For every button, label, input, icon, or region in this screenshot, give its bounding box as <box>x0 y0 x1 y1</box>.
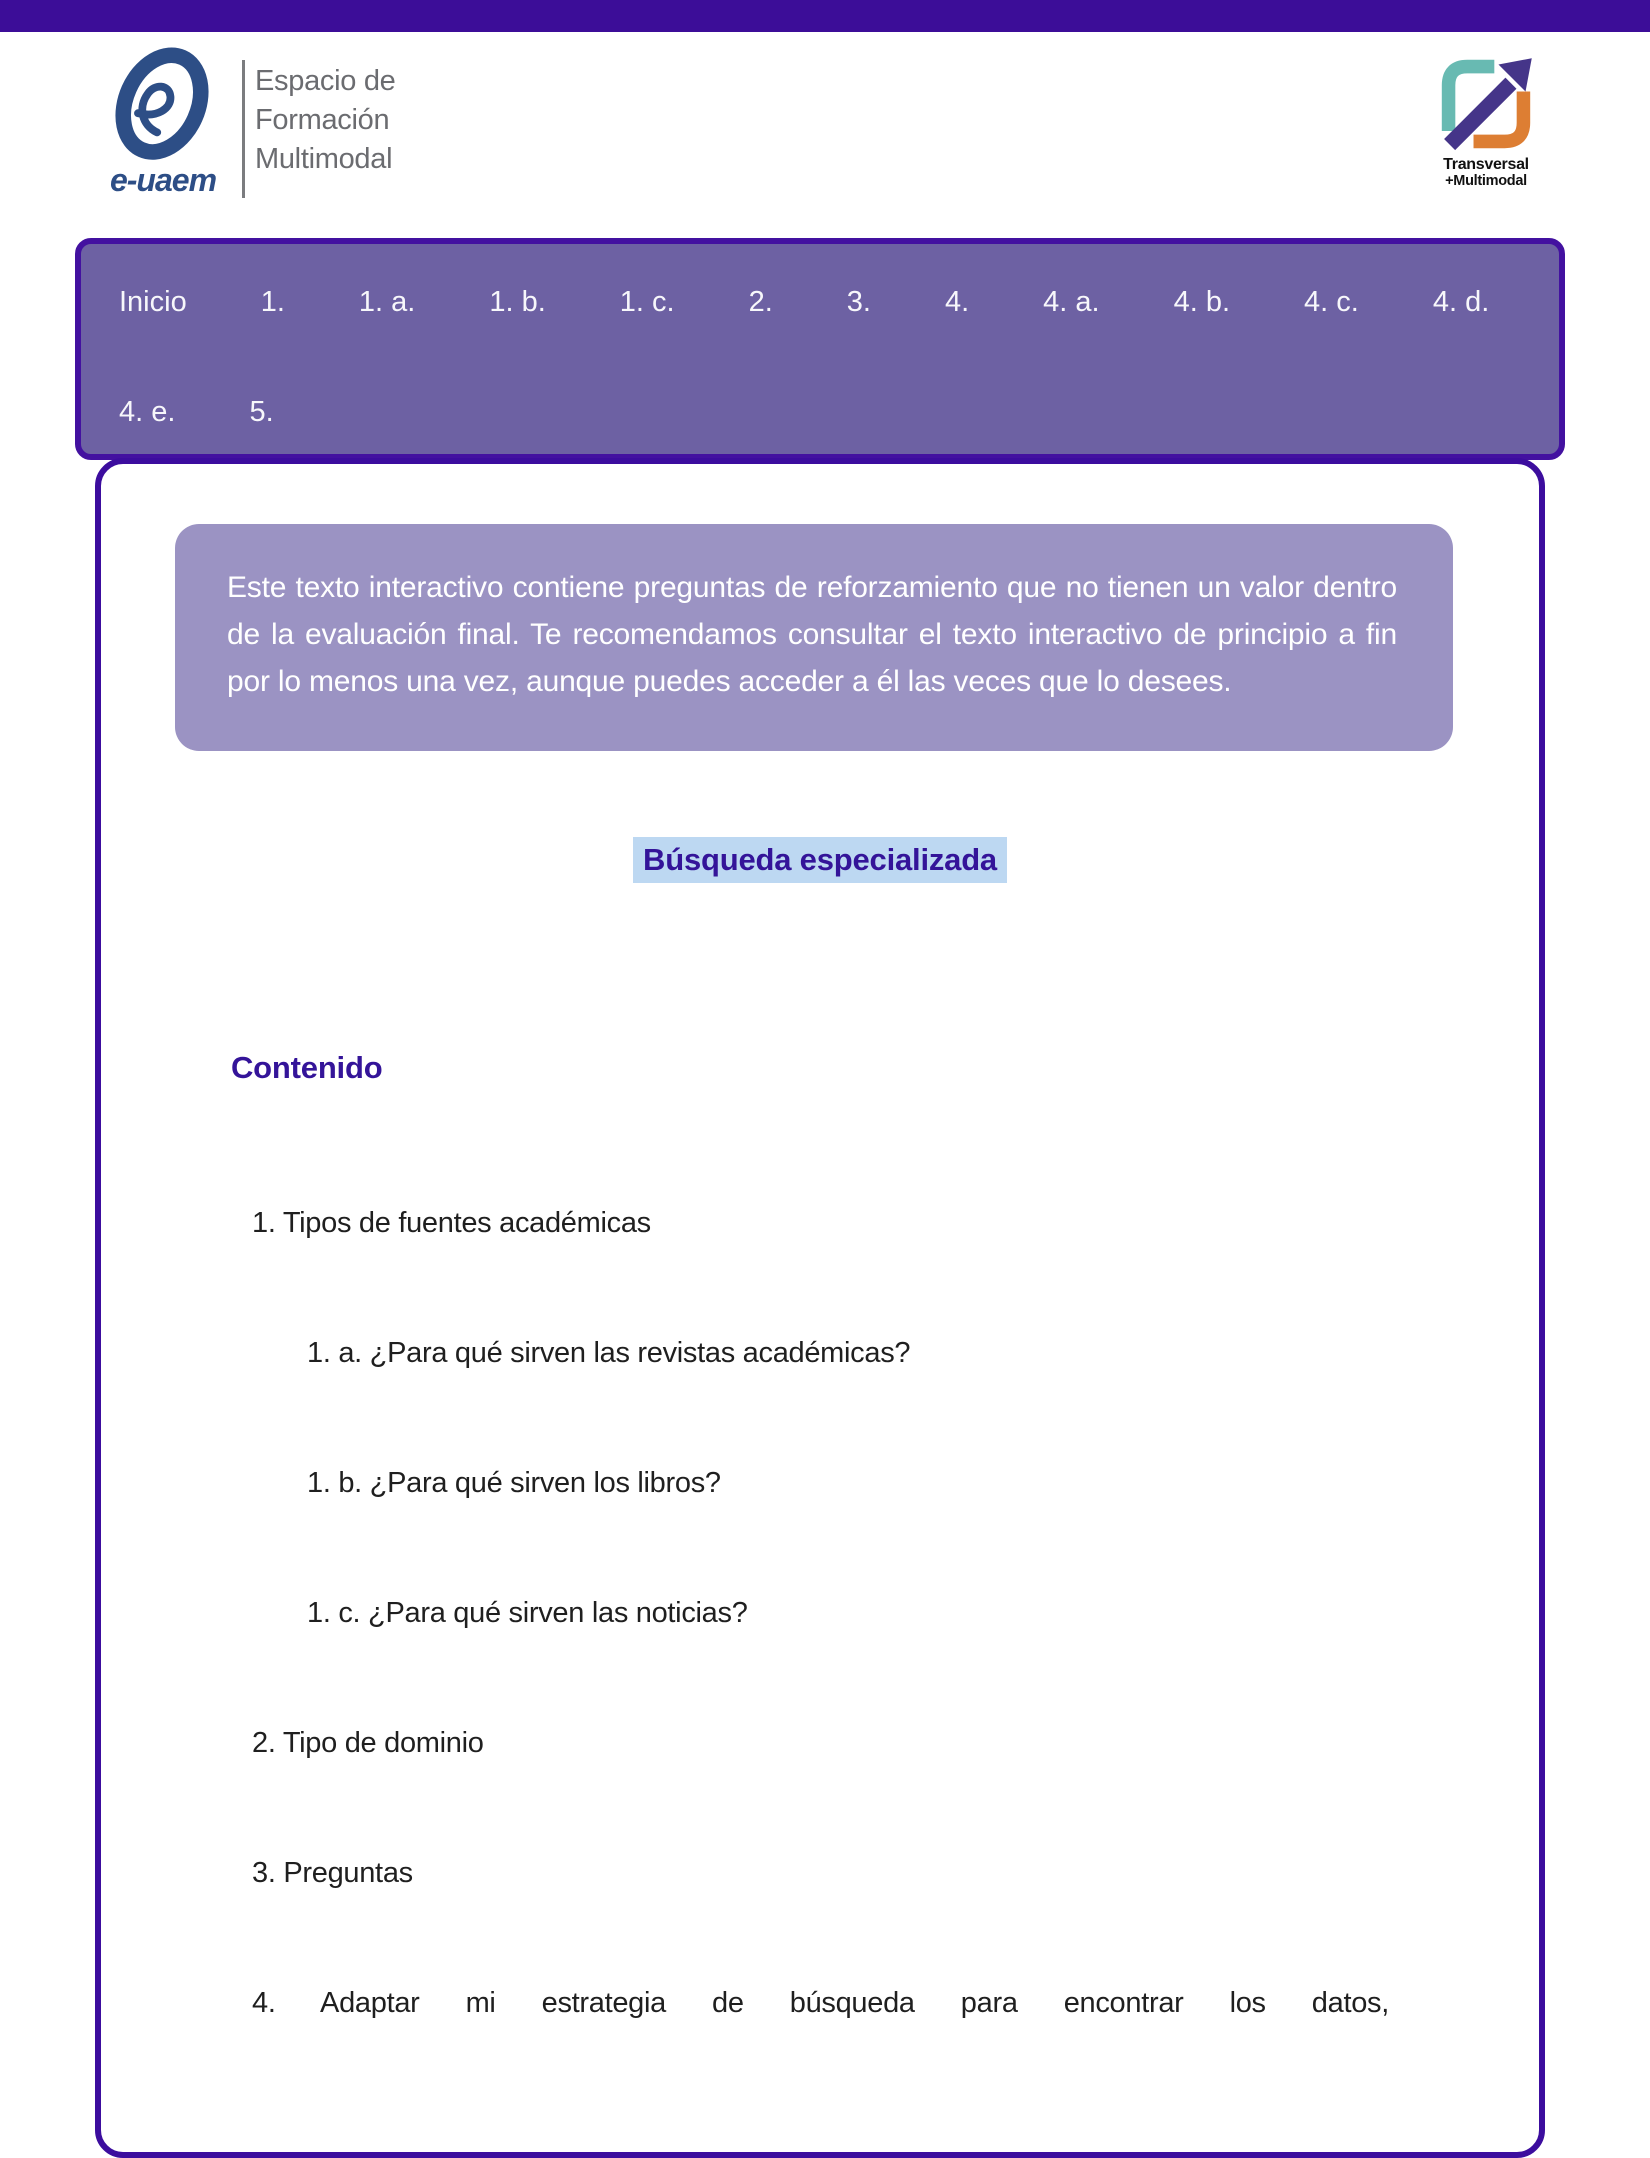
nav-item-inicio[interactable]: Inicio <box>119 286 187 318</box>
transversal-badge <box>1430 52 1542 189</box>
toc-item-3: 3. Preguntas <box>252 1857 413 1889</box>
nav-item-4b[interactable]: 4. b. <box>1173 286 1231 318</box>
nav-item-3[interactable]: 3. <box>846 286 871 318</box>
nav-item-1a[interactable]: 1. a. <box>358 286 416 318</box>
nav-item-5[interactable]: 5. <box>249 396 274 428</box>
section-heading-contenido: Contenido <box>231 1050 383 1085</box>
toc-item-4: 4. Adaptar mi estrategia de búsqueda para encontrar los datos, <box>252 1987 1389 2019</box>
nav-item-1[interactable]: 1. <box>260 286 285 318</box>
toc-item-1c: 1. c. ¿Para qué sirven las noticias? <box>307 1597 748 1629</box>
content-panel <box>95 458 1545 2158</box>
toc-item-1: 1. Tipos de fuentes académicas <box>252 1207 651 1239</box>
brand-logo-text: e-uaem <box>109 162 217 198</box>
brand <box>88 40 396 200</box>
page-title-row <box>101 837 1539 883</box>
table-of-contents <box>252 1206 1389 2020</box>
toc-item-1a: 1. a. ¿Para qué sirven las revistas académicas? <box>307 1337 911 1369</box>
brand-tagline-line: Formación <box>255 104 390 136</box>
section-nav <box>75 238 1565 460</box>
nav-item-4c[interactable]: 4. c. <box>1304 286 1359 318</box>
nav-item-1b[interactable]: 1. b. <box>489 286 546 318</box>
toc-item-1b: 1. b. ¿Para qué sirven los libros? <box>307 1467 721 1499</box>
brand-tagline <box>255 62 396 179</box>
nav-item-4a[interactable]: 4. a. <box>1043 286 1100 318</box>
transversal-logo-icon <box>1430 52 1542 156</box>
notice-text: Este texto interactivo contiene preguntas de reforzamiento que no tienen un valor dentro de la evaluación final. Te recomendamos consultar el texto interactivo de principio a fin por lo menos una vez, aunque puedes acceder a él las veces que lo desees. <box>227 571 1397 698</box>
badge-line2: +Multimodal <box>1445 173 1527 189</box>
brand-tagline-line: Espacio de <box>255 65 396 97</box>
top-accent-bar <box>0 0 1650 32</box>
brand-tagline-line: Multimodal <box>255 143 393 175</box>
nav-item-4e[interactable]: 4. e. <box>119 396 176 428</box>
toc-item-2: 2. Tipo de dominio <box>252 1727 484 1759</box>
notice-box <box>175 524 1453 751</box>
nav-item-2[interactable]: 2. <box>748 286 773 318</box>
nav-item-4[interactable]: 4. <box>944 286 970 318</box>
brand-divider <box>242 60 245 198</box>
badge-line1: Transversal <box>1443 156 1529 173</box>
nav-item-4d[interactable]: 4. d. <box>1432 286 1490 318</box>
nav-item-1c[interactable]: 1. c. <box>619 286 675 318</box>
page-title: Búsqueda especializada <box>633 837 1007 883</box>
